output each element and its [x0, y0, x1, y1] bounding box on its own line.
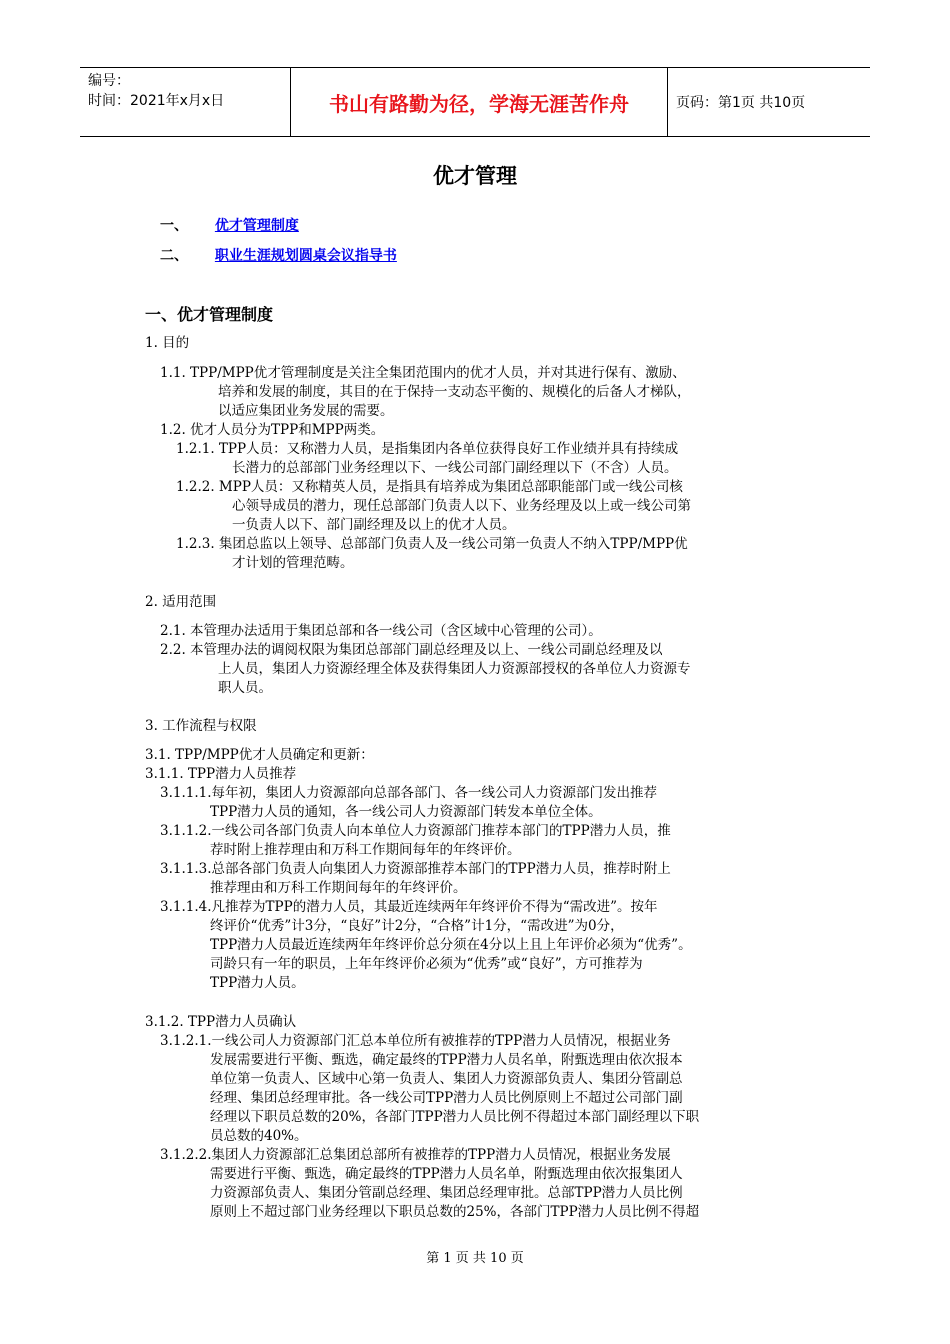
clause-3-1-2-1-cont: 发展需要进行平衡、甄选，确定最终的TPP潜力人员名单，附甄选理由依次报本	[210, 1052, 683, 1068]
toc-item-1[interactable]	[160, 215, 299, 235]
clause-3-1-1-2-cont: 荐时附上推荐理由和万科工作期间每年的年终评价。	[210, 842, 521, 858]
toc-item-2[interactable]	[160, 245, 397, 265]
clause-1-1-cont: 以适应集团业务发展的需要。	[218, 403, 394, 419]
clause-3-1-2: 3.1.2. TPP潜力人员确认	[145, 1014, 297, 1030]
clause-3-1-2-2-cont: 力资源部负责人、集团分管副总经理、集团总经理审批。总部TPP潜力人员比例	[210, 1185, 683, 1201]
heading-scope: 2. 适用范围	[145, 594, 217, 610]
toc-number: 二、	[160, 248, 188, 264]
clause-3-1-2-1-cont: 单位第一负责人、区域中心第一负责人、集团人力资源部负责人、集团分管副总	[210, 1071, 683, 1087]
heading-purpose: 1. 目的	[145, 335, 190, 351]
clause-1-1: 1.1. TPP/MPP优才管理制度是关注全集团范围内的优才人员，并对其进行保有、激励、	[160, 365, 686, 381]
clause-1-2-1: 1.2.1. TPP人员：又称潜力人员，是指集团内各单位获得良好工作业绩并具有持续成	[176, 441, 679, 457]
header-page-info: 页码：第1页 共10页	[676, 95, 806, 111]
header-motto: 书山有路勤为径，学海无涯苦作舟	[291, 68, 668, 136]
clause-3-1-1: 3.1.1. TPP潜力人员推荐	[145, 766, 297, 782]
clause-1-1-cont: 培养和发展的制度，其目的在于保持一支动态平衡的、规模化的后备人才梯队，	[218, 384, 691, 400]
clause-3-1-2-2-cont: 原则上不超过部门业务经理以下职员总数的25%，各部门TPP潜力人员比例不得超	[210, 1204, 700, 1220]
clause-3-1-2-1-cont: 员总数的40%。	[210, 1128, 308, 1144]
clause-3-1-2-2: 3.1.2.2.集团人力资源部汇总集团总部所有被推荐的TPP潜力人员情况，根据业务发展	[160, 1147, 671, 1163]
section-heading: 一、优才管理制度	[145, 305, 274, 324]
page-header	[80, 67, 870, 137]
clause-3-1-2-1-cont: 经理以下职员总数的20%，各部门TPP潜力人员比例不得超过本部门副经理以下职	[210, 1109, 700, 1125]
clause-1-2: 1.2. 优才人员分为TPP和MPP两类。	[160, 422, 385, 438]
clause-3-1-1-1: 3.1.1.1.每年初，集团人力资源部向总部各部门、各一线公司人力资源部门发出推荐	[160, 785, 658, 801]
clause-3-1-1-3-cont: 推荐理由和万科工作期间每年的年终评价。	[210, 880, 467, 896]
clause-1-2-1-cont: 长潜力的总部部门业务经理以下、一线公司部门副经理以下（不含）人员。	[232, 460, 678, 476]
clause-1-2-3: 1.2.3. 集团总监以上领导、总部部门负责人及一线公司第一负责人不纳入TPP/MPP优	[176, 536, 688, 552]
clause-3-1-1-3: 3.1.1.3.总部各部门负责人向集团人力资源部推荐本部门的TPP潜力人员，推荐时附上	[160, 861, 671, 877]
clause-1-2-2: 1.2.2. MPP人员：又称精英人员，是指具有培养成为集团总部职能部门或一线公司核	[176, 479, 683, 495]
clause-3-1-2-2-cont: 需要进行平衡、甄选，确定最终的TPP潜力人员名单，附甄选理由依次报集团人	[210, 1166, 683, 1182]
clause-2-2: 2.2. 本管理办法的调阅权限为集团总部部门副总经理及以上、一线公司副总经理及以	[160, 642, 663, 658]
clause-3-1-1-1-cont: TPP潜力人员的通知，各一线公司人力资源部门转发本单位全体。	[210, 804, 602, 820]
clause-2-2-cont: 上人员，集团人力资源经理全体及获得集团人力资源部授权的各单位人力资源专	[218, 661, 691, 677]
heading-workflow: 3. 工作流程与权限	[145, 718, 257, 734]
clause-3-1-1-4-cont: TPP潜力人员最近连续两年年终评价总分须在4分以上且上年评价必须为“优秀”。	[210, 937, 692, 953]
page-title: 优才管理	[433, 164, 517, 188]
clause-3-1-1-4-cont: TPP潜力人员。	[210, 975, 305, 991]
clause-2-2-cont: 职人员。	[218, 680, 272, 696]
page-footer: 第 1 页 共 10 页	[426, 1251, 524, 1266]
document-time: 时间：2021年x月x日	[88, 93, 225, 109]
clause-1-2-2-cont: 心领导成员的潜力，现任总部部门负责人以下、业务经理及以上或一线公司第	[232, 498, 691, 514]
clause-3-1-1-4-cont: 终评价“优秀”计3分，“良好”计2分，“合格”计1分，“需改进”为0分，	[210, 918, 624, 934]
clause-3-1-1-2: 3.1.1.2.一线公司各部门负责人向本单位人力资源部门推荐本部门的TPP潜力人员，推	[160, 823, 671, 839]
clause-1-2-2-cont: 一负责人以下、部门副经理及以上的优才人员。	[232, 517, 516, 533]
clause-3-1: 3.1. TPP/MPP优才人员确定和更新：	[145, 747, 374, 763]
clause-3-1-2-1: 3.1.2.1.一线公司人力资源部门汇总本单位所有被推荐的TPP潜力人员情况，根据业务	[160, 1033, 671, 1049]
header-meta	[80, 68, 291, 136]
clause-3-1-2-1-cont: 经理、集团总经理审批。各一线公司TPP潜力人员比例原则上不超过公司部门副	[210, 1090, 683, 1106]
clause-3-1-1-4-cont: 司龄只有一年的职员，上年年终评价必须为“优秀”或“良好”，方可推荐为	[210, 956, 643, 972]
document-code: 编号：	[88, 73, 130, 89]
clause-3-1-1-4: 3.1.1.4.凡推荐为TPP的潜力人员，其最近连续两年年终评价不得为“需改进”。按年	[160, 899, 658, 915]
toc-number: 一、	[160, 218, 188, 234]
clause-1-2-3-cont: 才计划的管理范畴。	[232, 555, 354, 571]
clause-2-1: 2.1. 本管理办法适用于集团总部和各一线公司（含区域中心管理的公司）。	[160, 623, 602, 639]
toc-link-talent-management[interactable]: 优才管理制度	[214, 218, 299, 234]
toc-link-career-planning[interactable]: 职业生涯规划圆桌会议指导书	[214, 248, 397, 264]
